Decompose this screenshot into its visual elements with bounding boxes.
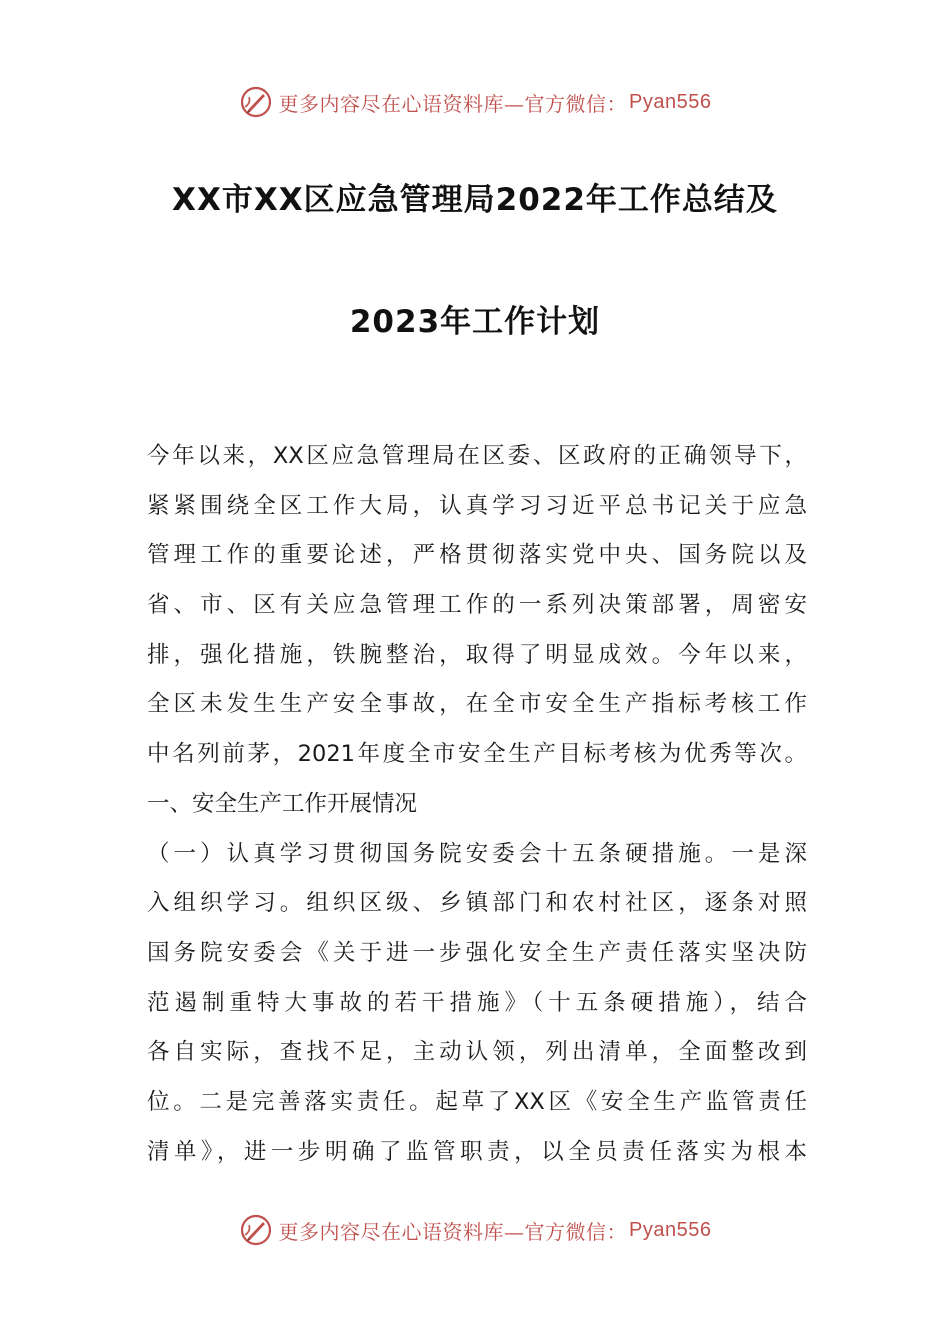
body-line: 各自实际，查找不足，主动认领，列出清单，全面整改到: [147, 1039, 807, 1066]
body-line: 全区未发生生产安全事故，在全市安全生产指标考核工作: [147, 691, 807, 718]
document-title-line-1: XX市XX区应急管理局2022年工作总结及: [172, 182, 778, 218]
pen-circle-logo-icon: [239, 1213, 273, 1247]
watermark-wechat-id: Pyan556: [629, 1218, 712, 1241]
body-line: （一）认真学习贯彻国务院安委会十五条硬措施。一是深: [147, 840, 807, 867]
watermark-wechat-id: Pyan556: [629, 90, 712, 113]
body-line: 今年以来，XX区应急管理局在区委、区政府的正确领导下，: [147, 443, 807, 469]
body-line: 管理工作的重要论述，严格贯彻落实党中央、国务院以及: [147, 542, 807, 569]
watermark-footer: [0, 1210, 950, 1250]
watermark-text: 更多内容尽在心语资料库—官方微信：: [278, 1219, 628, 1244]
body-line: 排，强化措施，铁腕整治，取得了明显成效。今年以来，: [147, 641, 807, 668]
body-line: 入组织学习。组织区级、乡镇部门和农村社区，逐条对照: [147, 890, 807, 917]
body-line: 紧紧围绕全区工作大局，认真学习习近平总书记关于应急: [147, 492, 807, 519]
watermark-text: 更多内容尽在心语资料库—官方微信：: [278, 91, 628, 116]
document-body: [147, 432, 807, 1177]
body-line: 中名列前茅，2021年度全市安全生产目标考核为优秀等次。: [147, 741, 807, 768]
body-line: 位。二是完善落实责任。起草了XX区《安全生产监管责任: [147, 1088, 807, 1115]
body-line: 省、市、区有关应急管理工作的一系列决策部署，周密安: [147, 592, 807, 619]
section-heading: 一、安全生产工作开展情况: [147, 790, 418, 817]
watermark-header: [0, 82, 950, 122]
body-line: 清单》，进一步明确了监管职责，以全员责任落实为根本: [147, 1138, 807, 1165]
body-line: 国务院安委会《关于进一步强化安全生产责任落实坚决防: [147, 939, 807, 966]
body-line: 范遏制重特大事故的若干措施》（十五条硬措施），结合: [147, 989, 807, 1016]
pen-circle-logo-icon: [239, 85, 273, 119]
document-title-line-2: 2023年工作计划: [349, 304, 601, 340]
